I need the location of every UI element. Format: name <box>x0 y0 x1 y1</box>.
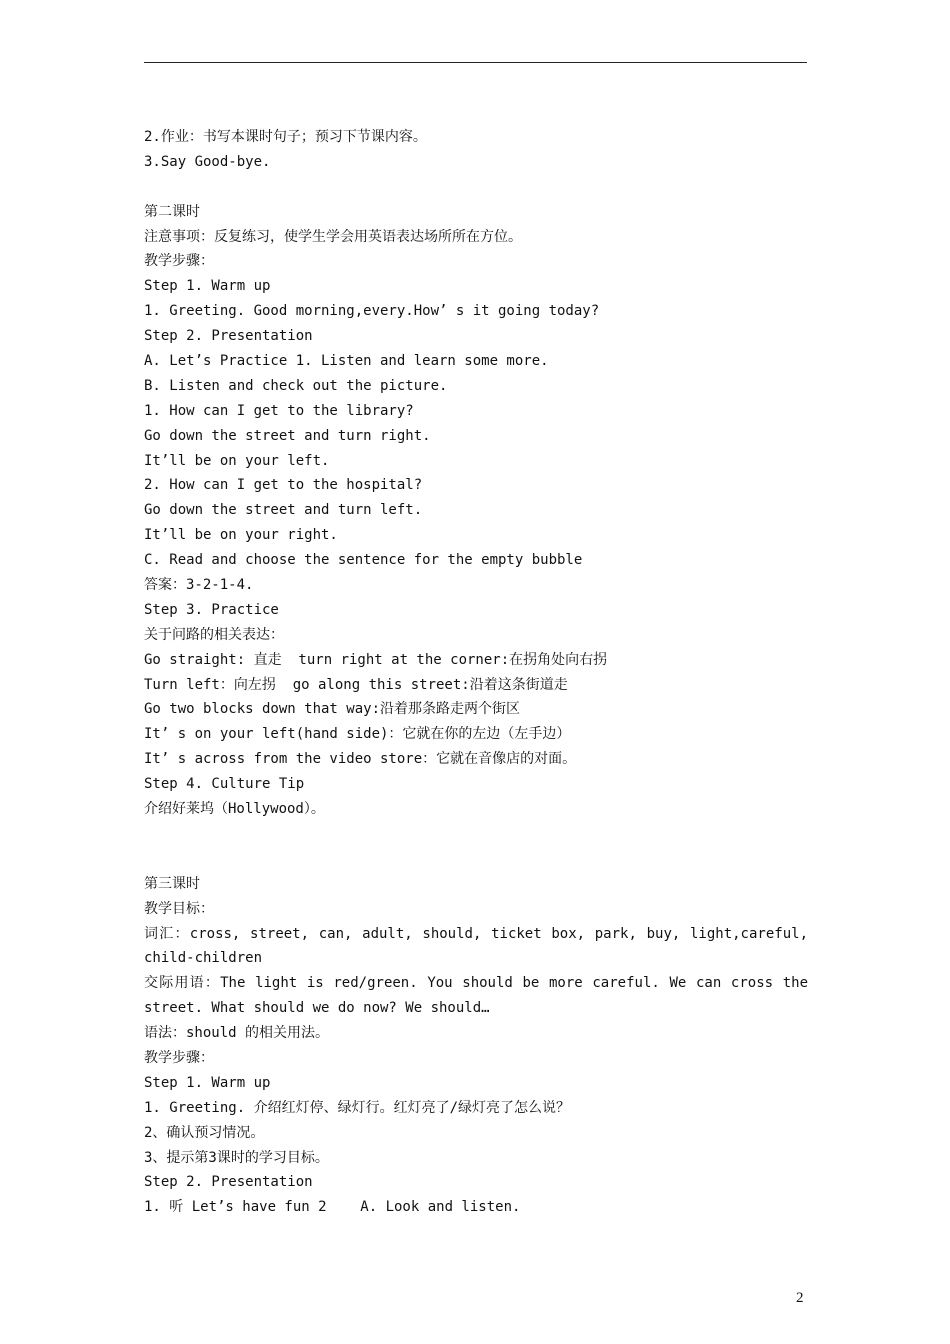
text-line: 介绍好莱坞（Hollywood）。 <box>144 801 325 818</box>
text-line: B. Listen and check out the picture. <box>144 377 448 394</box>
step-heading: Step 2. Presentation <box>144 1174 313 1191</box>
step-heading: Step 1. Warm up <box>144 1074 271 1091</box>
document-body <box>144 125 808 1220</box>
text-line: 语法：should 的相关用法。 <box>144 1025 330 1042</box>
text-line: 2. How can I get to the hospital? <box>144 477 423 494</box>
text-line: Go two blocks down that way:沿着那条路走两个街区 <box>144 701 521 718</box>
text-line: 教学步骤： <box>144 1049 214 1066</box>
step-heading: Step 2. Presentation <box>144 328 313 345</box>
lesson-heading: 第三课时 <box>144 875 200 892</box>
text-line: 3、提示第3课时的学习目标。 <box>144 1149 329 1166</box>
text-line: 教学目标： <box>144 900 214 917</box>
text-line: 2.作业：书写本课时句子；预习下节课内容。 <box>144 129 427 145</box>
text-line: street. What should we do now? We should… <box>144 1000 490 1017</box>
step-heading: Step 4. Culture Tip <box>144 776 305 793</box>
text-line: Go down the street and turn left. <box>144 502 423 519</box>
text-line: 教学步骤： <box>144 253 214 270</box>
text-line: Go straight: 直走 turn right at the corner:在拐角处向右拐 <box>144 651 608 668</box>
text-line: It’ s across from the video store：它就在音像店的对面。 <box>144 751 577 768</box>
text-line: 1. 听 Let’s have fun 2 A. Look and listen. <box>144 1199 521 1216</box>
lesson-heading: 第二课时 <box>144 203 200 220</box>
blank-line <box>144 175 808 200</box>
text-line: 交际用语：The light is red/green. You should be more careful. We can cross the <box>144 975 808 992</box>
text-line: C. Read and choose the sentence for the empty bubble <box>144 552 583 569</box>
step-heading: Step 1. Warm up <box>144 278 271 295</box>
text-line: 关于问路的相关表达： <box>144 626 284 643</box>
text-line: 3.Say Good-bye. <box>144 153 271 170</box>
text-line: child-children <box>144 950 263 967</box>
text-line: 词汇：cross, street, can, adult, should, ticket box, park, buy, light,careful, <box>144 925 808 942</box>
text-line: 答案：3-2-1-4. <box>144 577 254 594</box>
step-heading: Step 3. Practice <box>144 601 279 618</box>
blank-line <box>144 822 808 847</box>
text-line: A. Let’s Practice 1. Listen and learn some more. <box>144 353 549 370</box>
text-line: 1. Greeting. Good morning,every.How’ s it going today? <box>144 303 600 320</box>
text-line: It’ s on your left(hand side)：它就在你的左边（左手边） <box>144 726 571 743</box>
text-line: It’ll be on your left. <box>144 452 330 469</box>
text-line: 1. How can I get to the library? <box>144 402 414 419</box>
text-line: 2、确认预习情况。 <box>144 1124 265 1141</box>
text-line: 注意事项：反复练习，使学生学会用英语表达场所所在方位。 <box>144 228 522 245</box>
blank-line <box>144 847 808 872</box>
text-line: It’ll be on your right. <box>144 527 338 544</box>
page-number: 2 <box>796 1290 804 1306</box>
text-line: Turn left：向左拐 go along this street:沿着这条街道走 <box>144 676 568 693</box>
header-rule <box>144 62 807 63</box>
text-line: 1. Greeting. 介绍红灯停、绿灯行。红灯亮了/绿灯亮了怎么说？ <box>144 1099 571 1116</box>
text-line: Go down the street and turn right. <box>144 427 431 444</box>
